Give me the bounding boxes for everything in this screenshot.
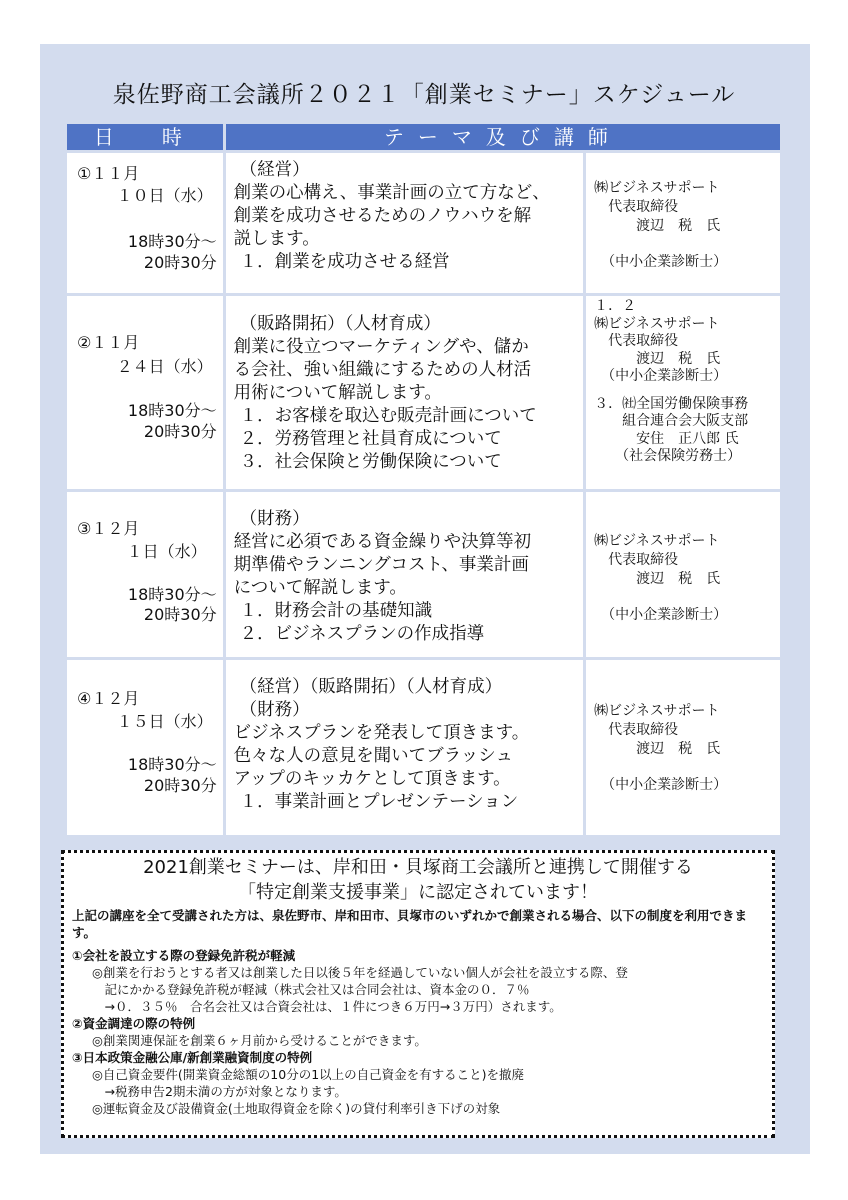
lecturer-line: 渡辺 税 氏: [594, 571, 721, 587]
lecturer-line: 代表取締役: [594, 552, 679, 568]
theme-category: （経営）: [239, 160, 310, 180]
theme-text: 用術について解説します。: [233, 383, 442, 403]
section-line: ◎運転資金及び設備資金(土地取得資金を除く)の貸付利率引き下げの対象: [92, 1101, 501, 1116]
lecturer-line: （中小企業診断士）: [594, 368, 728, 384]
date-cell: [66, 295, 225, 491]
section-line: →０．３５％ 合名会社又は合資会社は、１件につき６万円→３万円）されます。: [92, 999, 562, 1014]
time-start: 18時30分～: [127, 401, 217, 420]
theme-cell: [224, 295, 585, 491]
lecturer-line: ㈱ビジネスサポート: [594, 703, 720, 719]
theme-text: 創業に役立つマーケティングや、儲か: [233, 337, 529, 357]
section-heading: ②資金調達の際の特例: [72, 1016, 196, 1031]
theme-text: 色々な人の意見を聞いてブラッシュ: [233, 746, 513, 766]
theme-text: 創業を成功させるためのノウハウを解: [233, 206, 532, 226]
header-datetime: 日 時: [66, 123, 225, 152]
notice-intro: 上記の講座を全て受講された方は、泉佐野市、岸和田市、貝塚市のいずれかで創業される場合、以下の制度を利用できます。: [72, 908, 748, 940]
section-line: ◎自己資金要件(開業資金総額の10分の1以上の自己資金を有すること)を撤廃: [92, 1067, 525, 1082]
theme-text: ビジネスプランを発表して頂きます。: [233, 723, 530, 743]
notice-title-line2: 「特定創業支援事業」に認定されています！: [238, 882, 598, 903]
lecturer-line: （中小企業診断士）: [594, 777, 728, 793]
section-line: ◎創業を行おうとする者又は創業した日以後５年を経過していない個人が会社を設立する際、登: [92, 965, 628, 980]
theme-item: １．創業を成功させる経営: [239, 252, 450, 272]
theme-item: １．お客様を取込む販売計画について: [239, 406, 537, 426]
lecturer-cell: [585, 295, 782, 491]
theme-item: ２．ビジネスプランの作成指導: [239, 624, 485, 644]
theme-text: 創業の心構え、事業計画の立て方など、: [233, 183, 550, 203]
theme-text: 説します。: [233, 229, 320, 249]
theme-item: １．事業計画とプレゼンテーション: [239, 792, 519, 812]
table-row: [66, 295, 782, 491]
notice-box: [61, 850, 775, 1138]
theme-text: 経営に必須である資金繰りや決算等初: [233, 532, 532, 552]
lecturer-line: 代表取締役: [594, 333, 679, 349]
section-line: 記にかかる登録免許税が軽減（株式会社又は合同会社は、資本金の０．７％: [92, 982, 530, 997]
date-cell: [66, 491, 225, 659]
header-theme-lecturer: テーマ及び講師: [224, 123, 781, 152]
theme-category: （財務）: [239, 700, 310, 720]
section-heading: ③日本政策金融公庫/新創業融資制度の特例: [72, 1050, 313, 1065]
theme-cell: [224, 659, 585, 837]
theme-cell: [224, 152, 585, 295]
lecturer-line: 安住 正八郎 氏: [594, 430, 739, 447]
schedule-table: [64, 121, 783, 838]
theme-category: （財務）: [239, 509, 310, 529]
time-end: 20時30分: [143, 605, 217, 624]
section-line: →税務申告2期未満の方が対象となります。: [92, 1084, 347, 1099]
date-month: ③１２月: [77, 519, 140, 538]
lecturer-line: ㈱ビジネスサポート: [594, 180, 720, 196]
lecturer-line: （中小企業診断士）: [594, 607, 728, 623]
theme-item: ２．労務管理と社員育成について: [239, 429, 502, 449]
date-month: ②１１月: [77, 333, 140, 352]
table-row: [66, 659, 782, 837]
theme-item: １．財務会計の基礎知識: [239, 601, 433, 621]
date-month: ④１２月: [77, 689, 140, 708]
theme-item: ３．社会保険と労働保険について: [239, 452, 502, 472]
date-cell: [66, 659, 225, 837]
date-day: ２４日（水）: [116, 357, 213, 376]
lecturer-line: ㈱ビジネスサポート: [594, 533, 720, 549]
lecturer-line: （中小企業診断士）: [594, 254, 728, 270]
time-start: 18時30分～: [127, 232, 217, 251]
lecturer-line: 組合連合会大阪支部: [594, 413, 749, 429]
theme-category: （経営）（販路開拓）（人材育成）: [239, 677, 503, 697]
theme-category: （販路開拓）（人材育成）: [239, 314, 441, 334]
date-day: １５日（水）: [116, 712, 213, 731]
time-start: 18時30分～: [127, 755, 217, 774]
time-end: 20時30分: [143, 253, 217, 272]
lecturer-line: ３．㈳全国労働保険事務: [594, 395, 749, 412]
section-heading: ①会社を設立する際の登録免許税が軽減: [72, 948, 296, 963]
time-end: 20時30分: [143, 422, 217, 441]
theme-text: 期準備やランニングコスト、事業計画: [233, 555, 529, 575]
lecturer-line: 渡辺 税 氏: [594, 218, 721, 234]
lecturer-line: （社会保険労務士）: [594, 448, 742, 464]
lecturer-line: 渡辺 税 氏: [594, 741, 721, 757]
date-cell: [66, 152, 225, 295]
date-month: ①１１月: [77, 164, 140, 183]
table-row: [66, 152, 782, 295]
table-row: [66, 491, 782, 659]
lecturer-line: 渡辺 税 氏: [594, 350, 721, 367]
date-day: １０日（水）: [116, 186, 213, 205]
lecturer-line: １．２: [594, 298, 637, 314]
page-title: 泉佐野商工会議所２０２１「創業セミナー」スケジュール: [112, 82, 736, 108]
notice-title-line1: 2021創業セミナーは、岸和田・貝塚商工会議所と連携して開催する: [143, 857, 693, 878]
lecturer-line: 代表取締役: [594, 199, 679, 215]
lecturer-line: 代表取締役: [594, 722, 679, 738]
theme-cell: [224, 491, 585, 659]
theme-text: について解説します。: [233, 578, 407, 598]
lecturer-cell: [585, 152, 782, 295]
lecturer-cell: [585, 491, 782, 659]
lecturer-cell: [585, 659, 782, 837]
date-day: １日（水）: [126, 542, 207, 561]
time-end: 20時30分: [143, 776, 217, 795]
lecturer-line: ㈱ビジネスサポート: [594, 315, 720, 332]
theme-text: る会社、強い組織にするための人材活: [233, 360, 532, 380]
theme-text: アップのキッカケとして頂きます。: [233, 769, 511, 789]
time-start: 18時30分～: [127, 585, 217, 604]
section-line: ◎創業関連保証を創業６ヶ月前から受けることができます。: [92, 1033, 427, 1048]
